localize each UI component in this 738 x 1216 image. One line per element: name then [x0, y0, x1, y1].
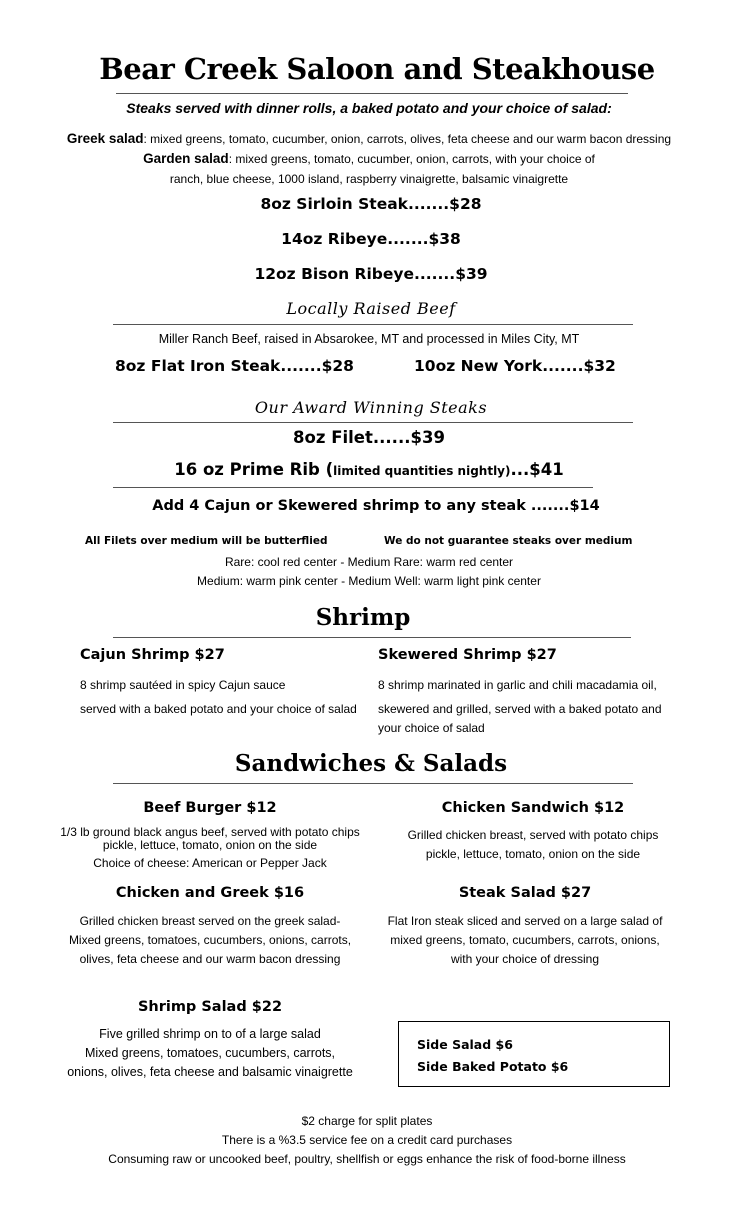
chicken-greek-line: olives, feta cheese and our warm bacon dressing: [79, 952, 341, 966]
beef-burger-line: pickle, lettuce, tomato, onion on the side: [102, 838, 318, 852]
cajun-shrimp-line: served with a baked potato and your choice of salad: [80, 702, 357, 716]
filet-item: 8oz Filet......$39: [293, 428, 445, 447]
garden-salad-label: Garden salad: [143, 151, 229, 166]
chicken-sandwich-line: pickle, lettuce, tomato, onion on the side: [425, 847, 641, 861]
greek-salad-label: Greek salad: [66, 131, 144, 146]
footer-health-warning: Consuming raw or uncooked beef, poultry, shellfish or eggs enhance the risk of food-borne illness: [108, 1152, 626, 1166]
butterfly-note: All Filets over medium will be butterflied: [85, 535, 328, 547]
shrimp-salad-line: Five grilled shrimp on to of a large salad: [99, 1027, 321, 1041]
garden-salad-line: [0, 151, 738, 166]
steak-item: 12oz Bison Ribeye.......$39: [254, 265, 488, 283]
cajun-shrimp-title: Cajun Shrimp $27: [80, 647, 225, 663]
chicken-sandwich-line: Grilled chicken breast, served with potato chips: [407, 828, 659, 842]
temperature-guide-1: Rare: cool red center - Medium Rare: warm red center: [224, 555, 514, 569]
steak-salad-line: with your choice of dressing: [450, 952, 600, 966]
title-rule: [116, 93, 628, 94]
chicken-greek-title: Chicken and Greek $16: [115, 885, 305, 901]
footer-service-fee: There is a %3.5 service fee on a credit card purchases: [221, 1133, 513, 1147]
local-beef-heading: Locally Raised Beef: [286, 299, 456, 318]
local-beef-rule: [113, 324, 633, 325]
steak-salad-line: mixed greens, tomato, cucumbers, carrots, onions,: [390, 933, 660, 947]
beef-burger-title: Beef Burger $12: [143, 800, 277, 816]
steak-salad-desc: [365, 912, 685, 969]
side-salad-item: Side Salad $6: [417, 1037, 513, 1052]
skewered-shrimp-line: your choice of salad: [378, 721, 485, 735]
beef-burger-desc: [50, 826, 370, 870]
chicken-greek-line: Grilled chicken breast served on the greek salad-: [79, 914, 341, 928]
shrimp-salad-title: Shrimp Salad $22: [137, 999, 283, 1015]
prime-rib-note: limited quantities nightly): [333, 464, 511, 478]
footer-split-plates: $2 charge for split plates: [301, 1114, 433, 1128]
shrimp-rule: [113, 637, 631, 638]
flat-iron-item: 8oz Flat Iron Steak.......$28: [115, 357, 354, 375]
shrimp-salad-line: Mixed greens, tomatoes, cucumbers, carrots,: [84, 1046, 336, 1060]
shrimp-salad-desc: [40, 1025, 380, 1082]
sandwiches-rule: [113, 783, 633, 784]
guarantee-note: We do not guarantee steaks over medium: [384, 535, 633, 547]
page-title: Bear Creek Saloon and Steakhouse: [99, 52, 655, 86]
garden-salad-desc: : mixed greens, tomato, cucumber, onion, carrots, with your choice of: [228, 152, 595, 166]
page-subtitle: Steaks served with dinner rolls, a baked potato and your choice of salad:: [126, 100, 612, 116]
cajun-shrimp-desc: [80, 676, 357, 719]
shrimp-heading: Shrimp: [315, 604, 411, 631]
temperature-guide-2: Medium: warm pink center - Medium Well: warm light pink center: [197, 574, 541, 588]
greek-salad-line: [0, 131, 738, 146]
chicken-greek-line: Mixed greens, tomatoes, cucumbers, onions, carrots,: [68, 933, 352, 947]
award-rule: [113, 422, 633, 423]
prime-rib-item: [0, 460, 738, 479]
award-heading: Our Award Winning Steaks: [254, 398, 488, 417]
sandwiches-heading: Sandwiches & Salads: [234, 750, 508, 777]
shrimp-salad-line: onions, olives, feta cheese and balsamic vinaigrette: [67, 1065, 353, 1079]
side-potato-item: Side Baked Potato $6: [417, 1059, 569, 1074]
cajun-shrimp-line: 8 shrimp sautéed in spicy Cajun sauce: [80, 678, 286, 692]
steak-salad-line: Flat Iron steak sliced and served on a large salad of: [387, 914, 663, 928]
prime-rib-name: 16 oz Prime Rib (: [174, 460, 334, 479]
chicken-sandwich-title: Chicken Sandwich $12: [441, 800, 625, 816]
beef-burger-line: Choice of cheese: American or Pepper Jack: [93, 856, 327, 870]
greek-salad-desc: : mixed greens, tomato, cucumber, onion, carrots, olives, feta cheese and our warm bacon dressing: [143, 132, 672, 146]
skewered-shrimp-line: 8 shrimp marinated in garlic and chili macadamia oil,: [378, 678, 657, 692]
garden-salad-dressings: ranch, blue cheese, 1000 island, raspberry vinaigrette, balsamic vinaigrette: [169, 172, 569, 186]
beef-burger-line: 1/3 lb ground black angus beef, served with potato chips: [60, 825, 360, 839]
chicken-sandwich-desc: [373, 826, 693, 864]
new-york-item: 10oz New York.......$32: [414, 357, 616, 375]
skewered-shrimp-line: skewered and grilled, served with a baked potato and: [378, 702, 662, 716]
prime-rib-price: ...$41: [510, 460, 564, 479]
shrimp-addon: Add 4 Cajun or Skewered shrimp to any steak .......$14: [152, 498, 600, 514]
chicken-greek-desc: [50, 912, 370, 969]
steak-item: 14oz Ribeye.......$38: [281, 230, 461, 248]
skewered-shrimp-title: Skewered Shrimp $27: [378, 647, 557, 663]
local-beef-desc: Miller Ranch Beef, raised in Absarokee, MT and processed in Miles City, MT: [158, 332, 580, 346]
skewered-shrimp-desc: [378, 676, 662, 738]
prime-rib-rule: [113, 487, 593, 488]
sides-box: [398, 1021, 670, 1087]
steak-salad-title: Steak Salad $27: [458, 885, 592, 901]
steak-item: 8oz Sirloin Steak.......$28: [260, 195, 482, 213]
